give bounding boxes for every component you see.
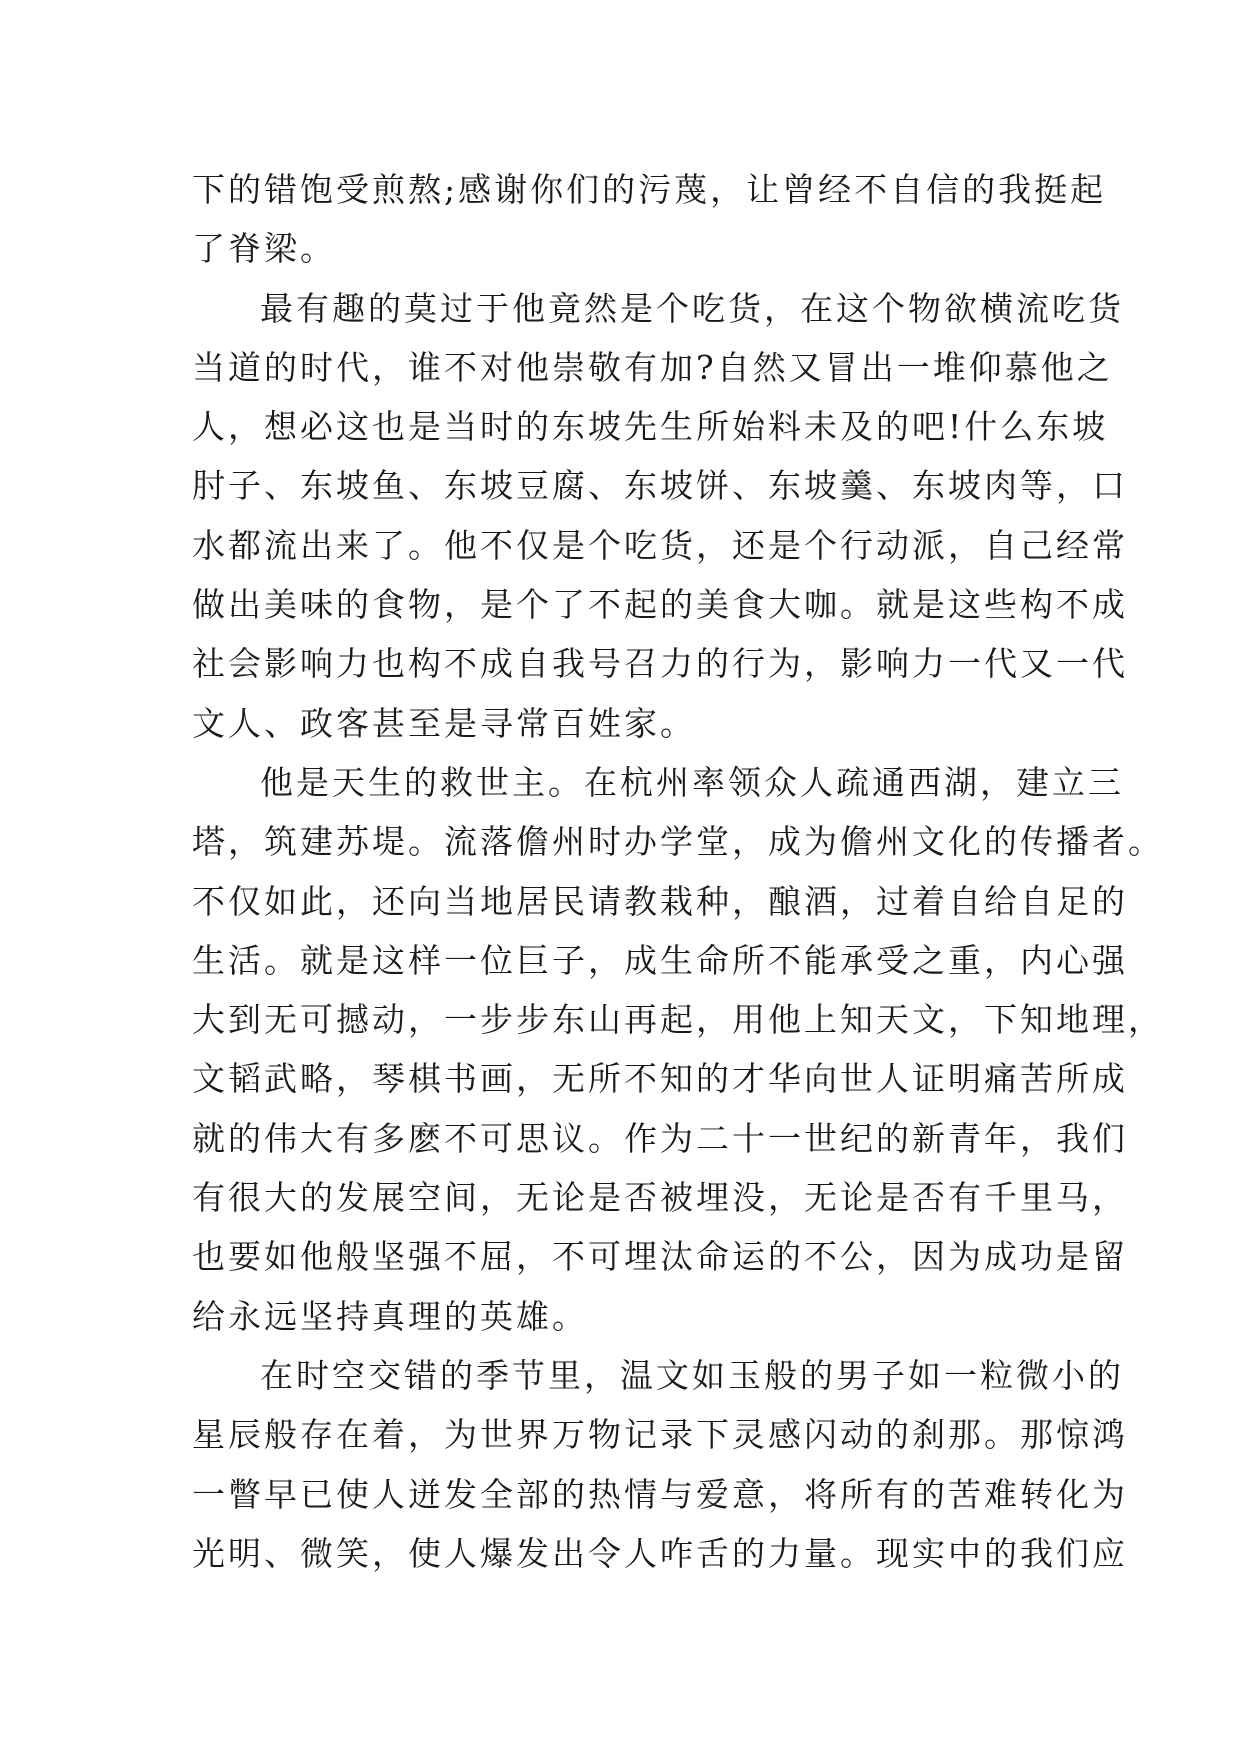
text-line: 塔，筑建苏堤。流落儋州时办学堂，成为儋州文化的传播者。 [192, 822, 1164, 862]
text-line: 一瞥早已使人迸发全部的热情与爱意，将所有的苦难转化为 [192, 1474, 1128, 1514]
text-line: 给永远坚持真理的英雄。 [192, 1296, 588, 1336]
text-line: 大到无可撼动，一步步东山再起，用他上知天文，下知地理， [192, 1000, 1164, 1040]
text-line: 当道的时代，谁不对他崇敬有加?自然又冒出一堆仰慕他之 [192, 347, 1113, 387]
text-line: 水都流出来了。他不仅是个吃货，还是个行动派，自己经常 [192, 525, 1128, 565]
paragraph-start-line: 他是天生的救世主。在杭州率领众人疏通西湖，建立三 [260, 762, 1124, 802]
text-line: 星辰般存在着，为世界万物记录下灵感闪动的刹那。那惊鸿 [192, 1415, 1128, 1455]
text-line: 不仅如此，还向当地居民请教栽种，酿酒，过着自给自足的 [192, 881, 1128, 921]
text-line: 了脊梁。 [192, 229, 336, 269]
paragraph-start-line: 最有趣的莫过于他竟然是个吃货，在这个物欲横流吃货 [260, 288, 1124, 328]
text-line: 就的伟大有多麽不可思议。作为二十一世纪的新青年，我们 [192, 1118, 1128, 1158]
text-line: 人，想必这也是当时的东坡先生所始料未及的吧!什么东坡 [192, 407, 1109, 447]
text-line: 文人、政客甚至是寻常百姓家。 [192, 703, 696, 743]
text-line: 肘子、东坡鱼、东坡豆腐、东坡饼、东坡羹、东坡肉等，口 [192, 466, 1128, 506]
text-line: 社会影响力也构不成自我号召力的行为，影响力一代又一代 [192, 644, 1128, 684]
text-line: 下的错饱受煎熬;感谢你们的污蔑，让曾经不自信的我挺起 [192, 170, 1107, 209]
text-line: 有很大的发展空间，无论是否被埋没，无论是否有千里马， [192, 1178, 1128, 1218]
text-line: 也要如他般坚强不屈，不可埋汰命运的不公，因为成功是留 [192, 1237, 1128, 1277]
text-line: 文韬武略，琴棋书画，无所不知的才华向世人证明痛苦所成 [192, 1059, 1128, 1099]
paragraph-start-line: 在时空交错的季节里，温文如玉般的男子如一粒微小的 [260, 1355, 1124, 1395]
text-line: 做出美味的食物，是个了不起的美食大咖。就是这些构不成 [192, 585, 1128, 625]
text-line: 生活。就是这样一位巨子，成生命所不能承受之重，内心强 [192, 940, 1128, 980]
text-line: 光明、微笑，使人爆发出令人咋舌的力量。现实中的我们应 [192, 1533, 1128, 1573]
body-text [192, 160, 1164, 1583]
